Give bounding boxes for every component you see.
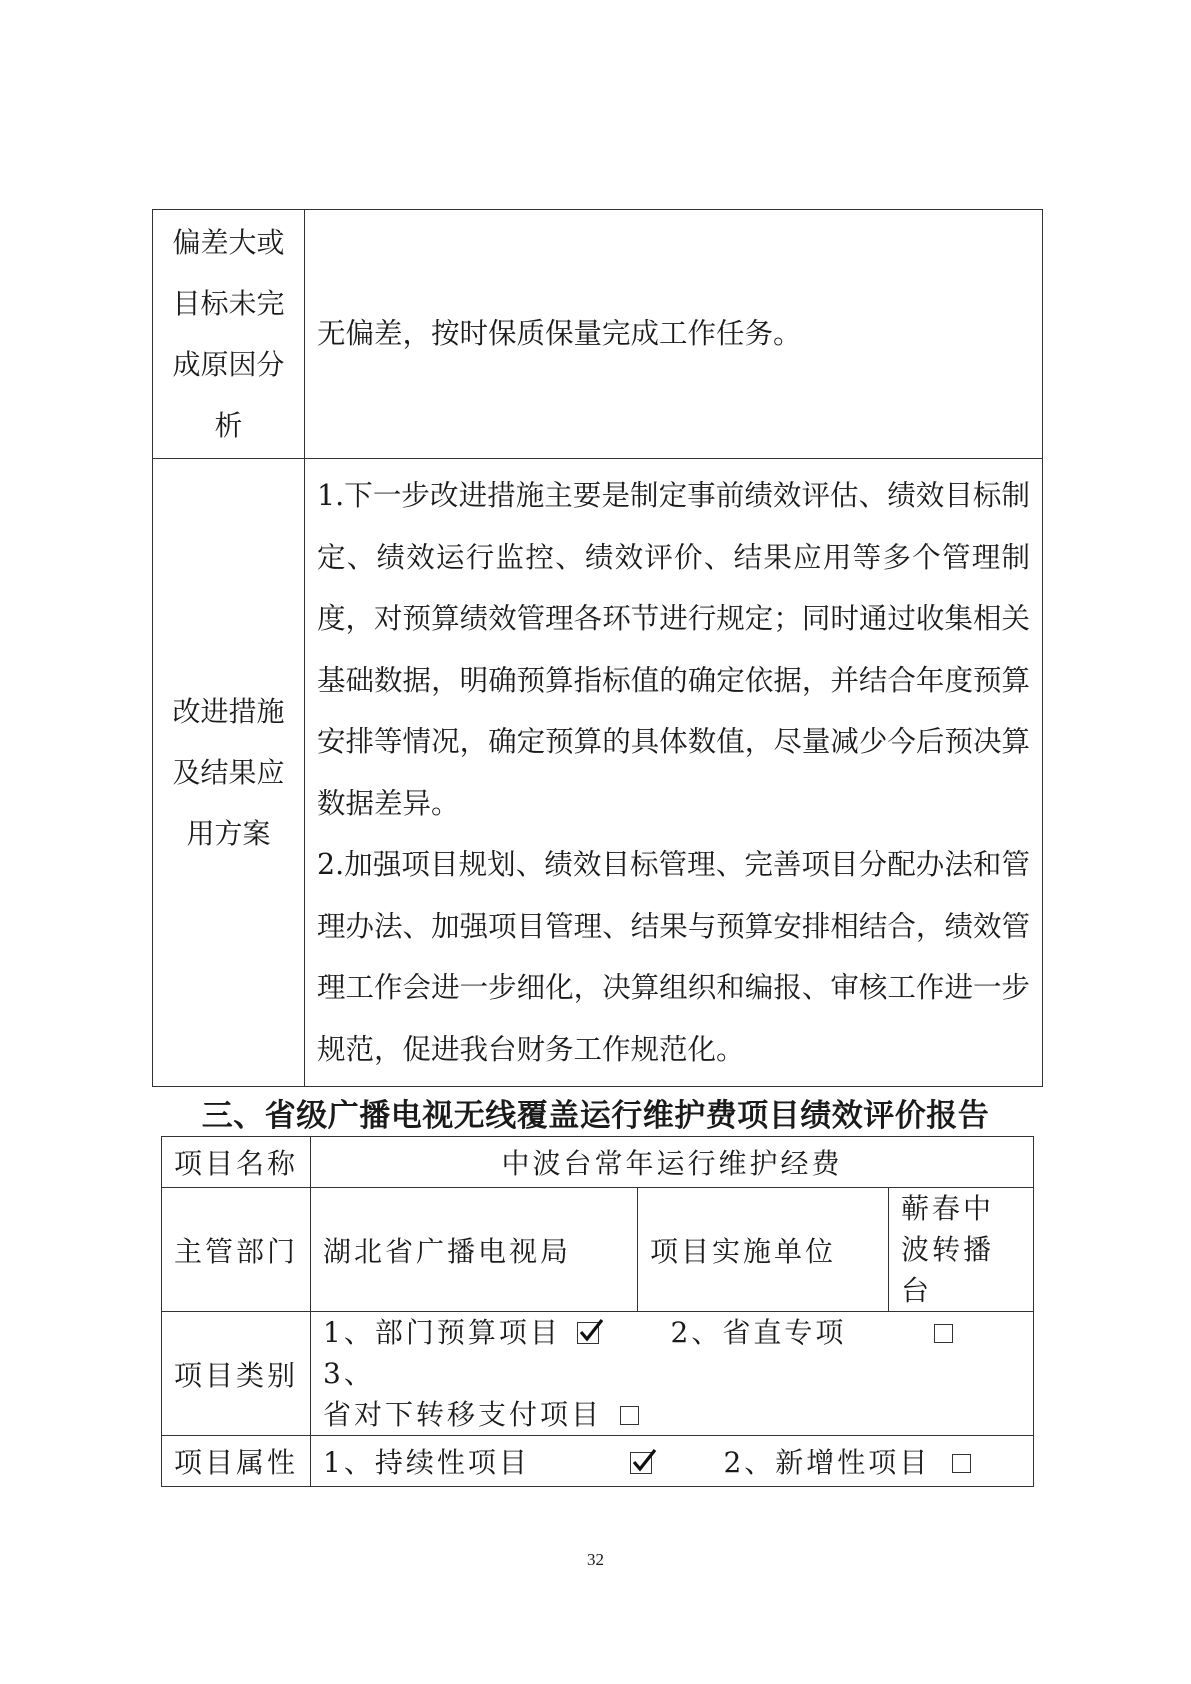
attribute-option-1: 1、持续性项目 [323,1446,530,1479]
implementer-label: 项目实施单位 [638,1188,889,1312]
improvement-plan-text [305,459,1043,1087]
checkbox-icon[interactable] [952,1454,971,1473]
checked-checkbox-icon[interactable] [577,1322,599,1344]
analysis-table [152,209,1043,1087]
table-row [153,459,1043,1087]
deviation-analysis-label: 偏差大或 目标未完 成原因分 析 [153,210,305,459]
attribute-label: 项目属性 [162,1436,311,1487]
improvement-paragraph-1: 1.下一步改进措施主要是制定事前绩效评估、绩效目标制定、绩效运行监控、绩效评价、结果应用等多个管理制度，对预算绩效管理各环节进行规定；同时通过收集相关基础数据，明确预算指标值的确定依据，并结合年度预算安排等情况，确定预算的具体数值，尽量减少今后预决算数据差异。 [317,479,1030,820]
project-name-label: 项目名称 [162,1137,311,1188]
category-label: 项目类别 [162,1312,311,1436]
attribute-options [311,1436,1034,1487]
category-option-3-number: 3、 [323,1357,375,1390]
table-row [162,1436,1034,1487]
checked-checkbox-icon[interactable] [630,1452,652,1474]
table-row [153,210,1043,459]
implementer-value: 蕲春中 波转播 台 [889,1188,1034,1312]
department-label: 主管部门 [162,1188,311,1312]
section-heading: 三、省级广播电视无线覆盖运行维护费项目绩效评价报告 [201,1098,990,1134]
project-name-value: 中波台常年运行维护经费 [311,1137,1034,1188]
checkbox-icon[interactable] [934,1324,953,1343]
deviation-analysis-text: 无偏差，按时保质保量完成工作任务。 [305,210,1043,459]
attribute-option-2: 2、新增性项目 [723,1446,931,1479]
table-row [162,1312,1034,1436]
category-options [311,1312,1034,1436]
improvement-paragraph-2: 2.加强项目规划、绩效目标管理、完善项目分配办法和管理办法、加强项目管理、结果与预算安排相结合，绩效管理工作会进一步细化，决算组织和编报、审核工作进一步规范，促进我台财务工作规范化。 [317,848,1030,1066]
table-row [162,1188,1034,1312]
improvement-plan-label: 改进措施 及结果应 用方案 [153,459,305,1087]
category-option-2: 2、省直专项 [670,1316,847,1349]
checkbox-icon[interactable] [620,1406,639,1425]
category-option-1: 1、部门预算项目 [323,1316,561,1349]
project-info-table [161,1136,1034,1487]
table-row [162,1137,1034,1188]
department-value: 湖北省广播电视局 [311,1188,638,1312]
category-option-3: 省对下转移支付项目 [323,1398,603,1431]
page-number: 32 [587,1550,604,1569]
